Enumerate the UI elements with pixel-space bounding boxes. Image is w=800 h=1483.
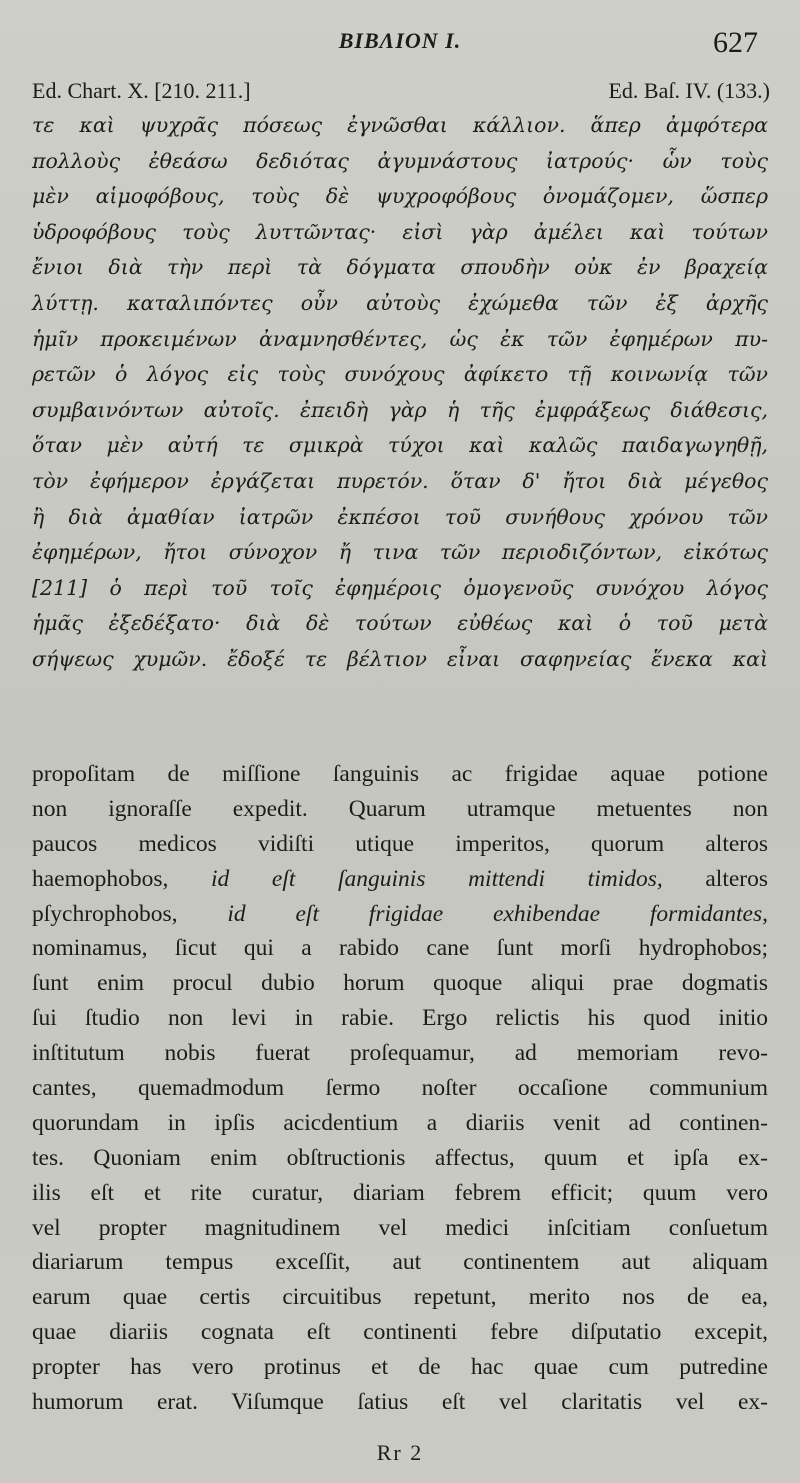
greek-text-block — [32, 108, 768, 678]
greek-line: ὑδροφόβους τοὺς λυττῶντας· εἰσὶ γὰρ ἀμέλει καὶ τούτων — [32, 219, 768, 244]
greek-line: ἔνιοι διὰ τὴν περὶ τὰ δόγματα σπουδὴν οὐκ ἐν βραχείᾳ — [32, 255, 768, 280]
latin-line: non ignoraſſe expedit. Quarum utramque metuentes non — [32, 795, 768, 822]
latin-line: diariarum tempus exceſſit, aut continentem aut aliquam — [32, 1249, 768, 1276]
greek-line: ὅταν μὲν αὐτή τε σμικρὰ τύχοι καὶ καλῶς παιδαγωγηθῇ, — [32, 433, 768, 458]
greek-line: πολλοὺς ἐθεάσω δεδιότας ἀγυμνάστους ἰατρούς· ὧν τοὺς — [32, 148, 768, 173]
latin-word: alteros — [705, 865, 769, 892]
latin-line: vel propter magnitudinem vel medici inſcitiam conſuetum — [32, 1214, 768, 1241]
italic-gloss: id eſt frigidae exhibendae formidantes, — [227, 900, 769, 927]
italic-gloss: id eſt ſanguinis mittendi timidos, — [211, 865, 663, 892]
greek-line: λύττῃ. καταλιπόντες οὖν αὐτοὺς ἐχώμεθα τῶν ἐξ ἀρχῆς — [32, 290, 768, 315]
greek-line: μὲν αἱμοφόβους, τοὺς δὲ ψυχροφόβους ὀνομάζομεν, ὥσπερ — [32, 184, 768, 209]
latin-line: earum quae certis circuitibus repetunt, merito nos de ea, — [32, 1284, 768, 1311]
greek-line: ρετῶν ὁ λόγος εἰς τοὺς συνόχους ἀφίκετο τῇ κοινωνίᾳ τῶν — [32, 362, 768, 387]
latin-line: tes. Quoniam enim obſtructionis affectus, quum et ipſa ex- — [32, 1144, 768, 1171]
edition-reference-right: Ed. Baſ. IV. (133.) — [608, 78, 770, 103]
greek-line: σήψεως χυμῶν. ἔδοξέ τε βέλτιον εἶναι σαφηνείας ἕνεκα καὶ — [32, 646, 768, 671]
greek-line: ἐφημέρων, ἤτοι σύνοχον ἤ τινα τῶν περιοδιζόντων, εἰκότως — [32, 540, 768, 565]
latin-line — [32, 862, 768, 897]
page-number: 627 — [713, 26, 758, 59]
greek-line: ἢ διὰ ἀμαθίαν ἰατρῶν ἐκπέσοι τοῦ συνήθους χρόνου τῶν — [32, 504, 768, 529]
running-title: ΒΙΒΛΙΟΝ Ι. — [338, 28, 462, 53]
latin-text-block — [32, 757, 768, 1420]
greek-line: ἡμῖν προκειμένων ἀναμνησθέντες, ὡς ἐκ τῶν ἐφημέρων πυ- — [32, 326, 768, 351]
latin-line — [32, 897, 768, 932]
latin-word: haemophobos, — [32, 865, 169, 892]
greek-line: [211] ὁ περὶ τοῦ τοῖς ἐφημέροις ὁμογενοῦς συνόχου λόγος — [32, 575, 768, 600]
latin-line: nominamus, ſicut qui a rabido cane ſunt morſi hydrophobos; — [32, 935, 768, 962]
latin-line: paucos medicos vidiſti utique imperitos, quorum alteros — [32, 830, 768, 857]
latin-line: ſui ſtudio non levi in rabie. Ergo relictis his quod initio — [32, 1005, 768, 1032]
latin-line: propter has vero protinus et de hac quae cum putredine — [32, 1354, 768, 1381]
latin-line: quorundam in ipſis acicdentium a diariis venit ad continen- — [32, 1109, 768, 1136]
greek-line: ἡμᾶς ἐξεδέξατο· διὰ δὲ τούτων εὐθέως καὶ ὁ τοῦ μετὰ — [32, 611, 768, 636]
latin-line: cantes, quemadmodum ſermo noſter occaſione communium — [32, 1075, 768, 1102]
greek-line: τὸν ἐφήμερον ἐργάζεται πυρετόν. ὅταν δ' ἤτοι διὰ μέγεθος — [32, 468, 768, 493]
latin-line: ilis eſt et rite curatur, diariam febrem efficit; quum vero — [32, 1179, 768, 1206]
latin-line: humorum erat. Viſumque ſatius eſt vel claritatis vel ex- — [32, 1389, 768, 1416]
latin-line: inſtitutum nobis fuerat proſequamur, ad memoriam revo- — [32, 1040, 768, 1067]
latin-line: propoſitam de miſſione ſanguinis ac frigidae aquae potione — [32, 761, 768, 787]
edition-reference-left: Ed. Chart. X. [210. 211.] — [32, 78, 251, 103]
latin-line: quae diariis cognata eſt continenti febre diſputatio excepit, — [32, 1319, 768, 1346]
latin-word: pſychrophobos, — [32, 900, 178, 927]
greek-line: τε καὶ ψυχρᾶς πόσεως ἐγνῶσθαι κάλλιον. ἅπερ ἀμφότερα — [32, 113, 768, 137]
greek-line: συμβαινόντων αὐτοῖς. ἐπειδὴ γὰρ ἡ τῆς ἐμφράξεως διάθεσις, — [32, 397, 768, 422]
signature-mark: Rr 2 — [376, 1440, 424, 1465]
latin-line: ſunt enim procul dubio horum quoque aliqui prae dogmatis — [32, 970, 768, 997]
